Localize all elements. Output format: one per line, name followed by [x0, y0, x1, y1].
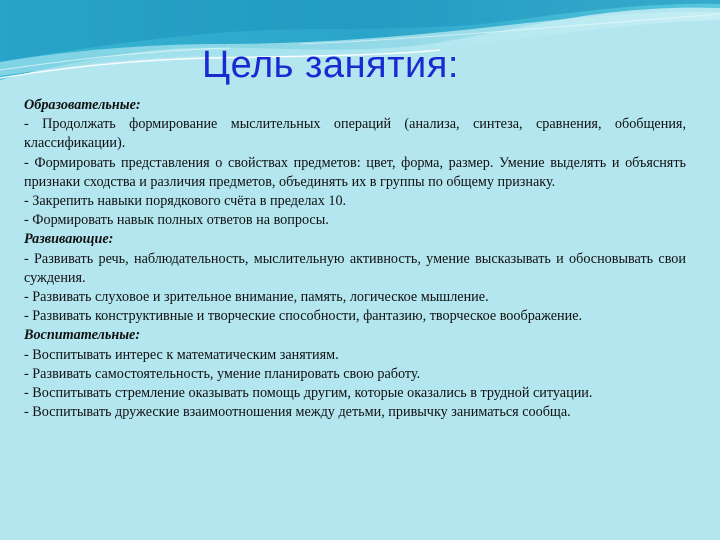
section-heading-upbringing: Воспитательные: [24, 327, 141, 344]
list-item: - Формировать представления о свойствах предметов: цвет, форма, размер. Умение выделять и объяснять признаки сходства и различия предметов, объединять их в группы по общему признаку. [24, 154, 686, 190]
list-item: - Воспитывать стремление оказывать помощь другим, которые оказались в трудной ситуации. [24, 385, 593, 402]
list-item: - Развивать конструктивные и творческие способности, фантазию, творческое воображение. [24, 308, 583, 325]
list-item: - Развивать речь, наблюдательность, мыслительную активность, умение высказывать и обосновывать свои суждения. [24, 250, 686, 286]
section-heading-developing: Развивающие: [24, 231, 114, 248]
goals-content [24, 96, 686, 422]
list-item: - Развивать самостоятельность, умение планировать свою работу. [24, 365, 421, 382]
list-item: - Продолжать формирование мыслительных операций (анализа, синтеза, сравнения, обобщения, классификации). [24, 116, 686, 152]
section-heading-educational: Образовательные: [24, 97, 141, 113]
list-item: - Формировать навык полных ответов на вопросы. [24, 212, 329, 229]
list-item: - Воспитывать интерес к математическим занятиям. [24, 346, 339, 363]
list-item: - Закрепить навыки порядкового счёта в пределах 10. [24, 193, 347, 210]
slide-title: Цель занятия: [202, 44, 459, 86]
list-item: - Развивать слуховое и зрительное внимание, память, логическое мышление. [24, 289, 489, 306]
list-item: - Воспитывать дружеские взаимоотношения между детьми, привычку заниматься сообща. [24, 404, 571, 421]
